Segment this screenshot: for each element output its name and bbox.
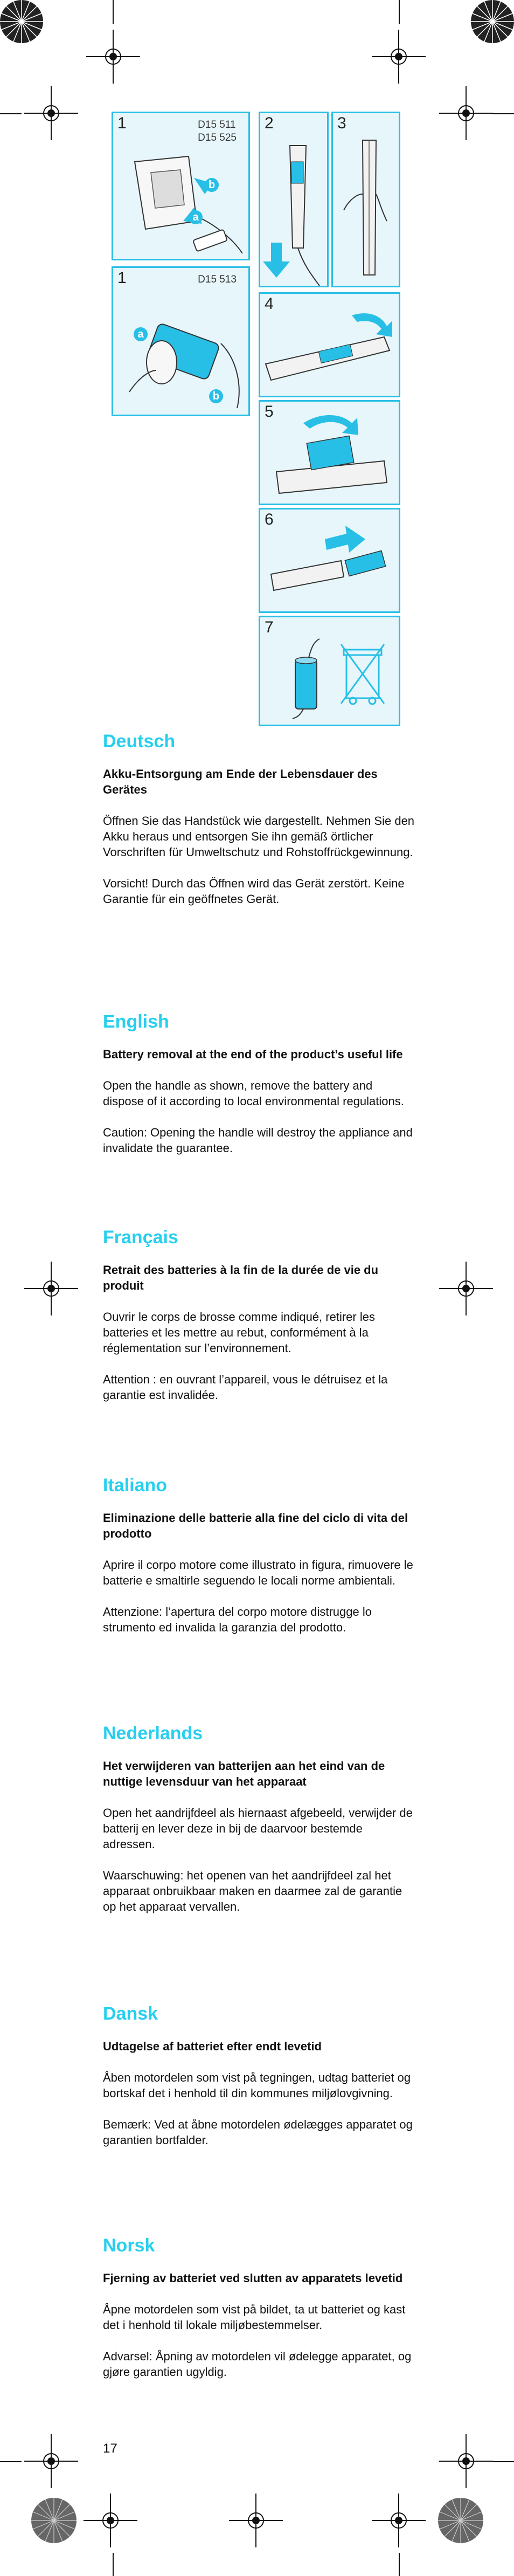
callout-b: b (209, 389, 223, 403)
panel-number: 4 (265, 295, 274, 313)
split-handle-drawing (333, 113, 400, 287)
registration-target-bottom-right-icon (372, 2494, 426, 2547)
opening-cap-drawing (113, 268, 250, 416)
crop-line-left-bottom (0, 2461, 22, 2462)
section-subheading: Het verwijderen van batterijen aan het eind van de nuttige levensduur van het apparaat (103, 1759, 385, 1788)
battery-removal-illustration (102, 112, 404, 726)
starburst-mark-top-right-icon (466, 0, 514, 49)
panel-number: 1 (117, 269, 127, 287)
opening-handle-drawing (113, 113, 250, 260)
panel-number: 5 (265, 403, 274, 421)
section-paragraph: Open het aandrijfdeel als hiernaast afgebeeld, verwijder de batterij en lever deze in bij de daarvoor bestemde adressen. (103, 1806, 413, 1851)
crop-line-top-left (113, 0, 114, 24)
panel-7 (259, 616, 400, 726)
battery-disposal-drawing (260, 617, 400, 726)
panel-5 (259, 400, 400, 505)
callout-a: a (134, 327, 148, 341)
registration-target-left-mid-icon (24, 1262, 78, 1315)
starburst-mark-bottom-left-icon (27, 2494, 81, 2547)
panel-number: 7 (265, 618, 274, 636)
callout-a: a (189, 210, 203, 224)
panel-1-d15-513 (112, 266, 250, 416)
registration-target-right-top-icon (439, 86, 493, 140)
panel-1-d15-511-525 (112, 112, 250, 260)
section-paragraph: Ouvrir le corps de brosse comme indiqué, retirer les batteries et les mettre au rebut, conformément à la réglementation sur l’environnement. (103, 1310, 375, 1355)
battery-removal-drawing (260, 509, 400, 613)
section-paragraph: Vorsicht! Durch das Öffnen wird das Gerät zerstört. Keine Garantie für ein geöffnetes Gerät. (103, 877, 405, 906)
section-paragraph: Bemærk: Ved at åbne motordelen ødelægges apparatet og garantien bortfalder. (103, 2118, 413, 2147)
registration-target-top-right-icon (372, 30, 426, 84)
registration-target-left-bottom-icon (24, 2434, 78, 2488)
section-paragraph: Waarschuwing: het openen van het aandrijfdeel zal het apparaat onbruikbaar maken en daarmee zal de garantie op het apparaat vervallen. (103, 1869, 402, 1913)
opened-handle-drawing (260, 294, 400, 397)
section-paragraph: Åben motordelen som vist på tegningen, udtag batteriet og bortskaf det i henhold til din kommunes miljølovgivning. (103, 2071, 411, 2100)
crop-line-left-top (0, 113, 22, 114)
section-paragraph: Aprire il corpo motore come illustrato in figura, rimuovere le batterie e smaltirle seguendo le locali norme ambientali. (103, 1558, 413, 1587)
panel-number: 3 (337, 114, 346, 132)
section-deutsch (103, 731, 415, 907)
panel-model-labels: D15 513 (198, 274, 237, 285)
crop-line-top-right (399, 0, 400, 24)
section-subheading: Battery removal at the end of the product’s useful life (103, 1048, 403, 1061)
starburst-mark-top-left-icon (0, 0, 48, 49)
language-heading: Norsk (103, 2235, 155, 2256)
registration-target-bottom-center-icon (229, 2494, 283, 2547)
handle-with-tool-drawing (260, 113, 329, 287)
language-heading: Italiano (103, 1475, 168, 1496)
section-paragraph: Öffnen Sie das Handstück wie dargestellt. Nehmen Sie den Akku heraus und entsorgen Sie ihn gemäß örtlicher Vorschriften für Umweltschutz und Rohstoffrückgewinnung. (103, 814, 415, 859)
section-paragraph: Open the handle as shown, remove the battery and dispose of it according to local environmental regulations. (103, 1079, 404, 1108)
battery-lift-drawing (260, 402, 400, 505)
language-heading: English (103, 1011, 169, 1032)
panel-3 (331, 112, 400, 287)
section-subheading: Eliminazione delle batterie alla fine del ciclo di vita del prodotto (103, 1511, 408, 1540)
section-subheading: Udtagelse af batteriet efter endt levetid (103, 2040, 322, 2053)
crop-line-bottom-right (399, 2553, 400, 2576)
crop-line-right-top (492, 113, 514, 114)
panel-4 (259, 292, 400, 397)
section-paragraph: Attention : en ouvrant l’appareil, vous le détruisez et la garantie est invalidée. (103, 1373, 388, 1402)
section-dansk (103, 2003, 415, 2148)
registration-target-bottom-left-icon (84, 2494, 137, 2547)
panel-2 (259, 112, 329, 287)
crop-line-bottom-left (113, 2553, 114, 2576)
section-paragraph: Attenzione: l’apertura del corpo motore distrugge lo strumento ed invalida la garanzia del prodotto. (103, 1605, 372, 1634)
section-subheading: Akku-Entsorgung am Ende der Lebensdauer des Gerätes (103, 767, 378, 796)
registration-target-top-left-icon (86, 30, 140, 84)
panel-number: 6 (265, 511, 274, 528)
panel-6 (259, 508, 400, 613)
section-subheading: Retrait des batteries à la fin de la durée de vie du produit (103, 1263, 379, 1292)
registration-target-right-bottom-icon (439, 2434, 493, 2488)
language-heading: Français (103, 1227, 178, 1248)
panel-number: 2 (265, 114, 274, 132)
section-subheading: Fjerning av batteriet ved slutten av apparatets levetid (103, 2271, 403, 2285)
registration-target-right-mid-icon (439, 1262, 493, 1315)
crop-line-right-bottom (492, 2461, 514, 2462)
section-nederlands (103, 1723, 415, 1914)
registration-target-left-top-icon (24, 86, 78, 140)
page-number: 17 (103, 2441, 117, 2456)
section-paragraph: Advarsel: Åpning av motordelen vil ødelegge apparatet, og gjøre garantien ugyldig. (103, 2350, 412, 2379)
language-heading: Nederlands (103, 1723, 203, 1744)
section-italiano (103, 1475, 415, 1635)
starburst-mark-bottom-right-icon (434, 2494, 488, 2547)
section-paragraph: Caution: Opening the handle will destroy the appliance and invalidate the guarantee. (103, 1126, 413, 1155)
section-english (103, 1011, 415, 1156)
panel-model-labels: D15 511 D15 525 (198, 119, 237, 143)
section-paragraph: Åpne motordelen som vist på bildet, ta ut batteriet og kast det i henhold til lokale miljøbestemmelser. (103, 2303, 406, 2332)
language-heading: Deutsch (103, 731, 176, 752)
callout-b: b (205, 178, 219, 192)
section-francais (103, 1227, 415, 1403)
language-heading: Dansk (103, 2003, 158, 2024)
section-norsk (103, 2235, 415, 2380)
panel-number: 1 (117, 114, 127, 132)
crossed-out-bin-icon (341, 644, 384, 704)
